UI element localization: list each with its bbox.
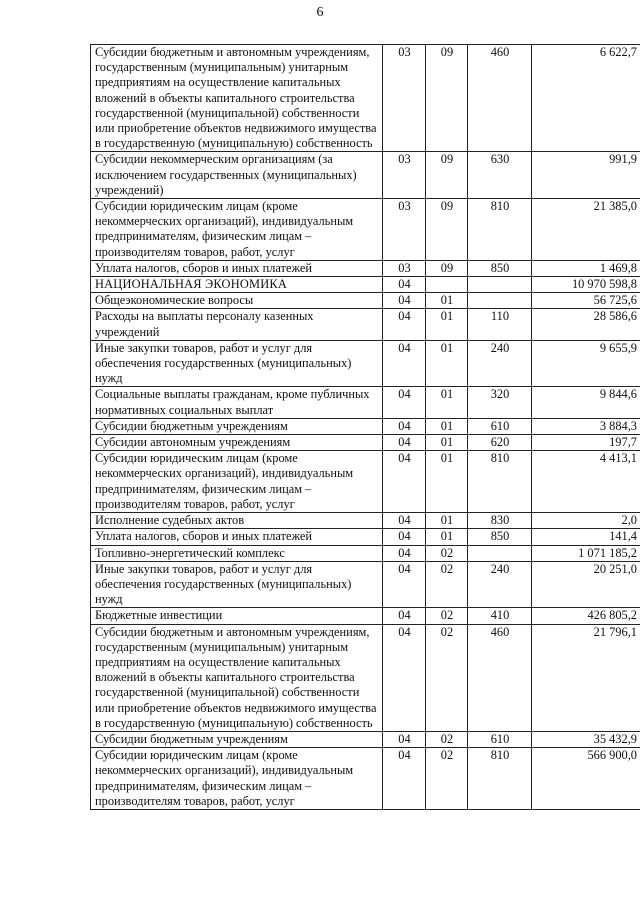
row-name-cell: НАЦИОНАЛЬНАЯ ЭКОНОМИКА [91,277,383,293]
row-subsection-code-cell: 01 [426,513,468,529]
row-name-cell: Бюджетные инвестиции [91,608,383,624]
row-expense-type-cell: 810 [468,451,532,513]
row-subsection-code-cell: 01 [426,309,468,340]
row-name-cell: Социальные выплаты гражданам, кроме публичных нормативных социальных выплат [91,387,383,418]
row-section-code-cell: 04 [383,748,426,810]
row-name-cell: Субсидии бюджетным и автономным учреждениям, государственным (муниципальным) унитарным предприятиям на осуществление капитальных вложений в объекты капитального строительства государственной (муниципальной) собственности или приобретение объектов недвижимого имущества в государственную (муниципальную) собственность [91,624,383,731]
row-subsection-code-cell: 09 [426,199,468,261]
table-row [91,451,640,513]
row-amount-cell: 2,0 [532,513,640,529]
row-amount-cell: 426 805,2 [532,608,640,624]
row-amount-cell: 20 251,0 [532,561,640,608]
row-expense-type-cell: 810 [468,199,532,261]
row-name-cell: Субсидии бюджетным учреждениям [91,418,383,434]
row-section-code-cell: 03 [383,260,426,276]
row-subsection-code-cell: 02 [426,731,468,747]
row-amount-cell: 991,9 [532,152,640,199]
row-expense-type-cell [468,277,532,293]
row-subsection-code-cell: 02 [426,748,468,810]
row-name-cell: Уплата налогов, сборов и иных платежей [91,260,383,276]
row-amount-cell: 9 844,6 [532,387,640,418]
row-expense-type-cell [468,293,532,309]
row-section-code-cell: 03 [383,45,426,152]
table-row [91,624,640,731]
table-row [91,418,640,434]
row-section-code-cell: 04 [383,451,426,513]
row-section-code-cell: 04 [383,561,426,608]
row-section-code-cell: 04 [383,293,426,309]
row-amount-cell: 141,4 [532,529,640,545]
row-subsection-code-cell: 01 [426,529,468,545]
row-expense-type-cell: 320 [468,387,532,418]
row-amount-cell: 566 900,0 [532,748,640,810]
table-row [91,199,640,261]
table-row [91,513,640,529]
row-name-cell: Субсидии бюджетным учреждениям [91,731,383,747]
row-subsection-code-cell: 02 [426,624,468,731]
row-section-code-cell: 04 [383,309,426,340]
row-amount-cell: 3 884,3 [532,418,640,434]
row-subsection-code-cell: 09 [426,45,468,152]
row-section-code-cell: 03 [383,152,426,199]
row-subsection-code-cell: 09 [426,260,468,276]
row-section-code-cell: 03 [383,199,426,261]
row-amount-cell: 56 725,6 [532,293,640,309]
row-subsection-code-cell [426,277,468,293]
row-amount-cell: 10 970 598,8 [532,277,640,293]
row-expense-type-cell: 110 [468,309,532,340]
table-row [91,340,640,387]
row-subsection-code-cell: 01 [426,293,468,309]
row-subsection-code-cell: 02 [426,608,468,624]
row-name-cell: Субсидии бюджетным и автономным учреждениям, государственным (муниципальным) унитарным предприятиям на осуществление капитальных вложений в объекты капитального строительства государственной (муниципальной) собственности или приобретение объектов недвижимого имущества в государственную (муниципальную) собственность [91,45,383,152]
row-name-cell: Расходы на выплаты персоналу казенных учреждений [91,309,383,340]
row-amount-cell: 21 385,0 [532,199,640,261]
table-row [91,748,640,810]
table-row [91,152,640,199]
row-name-cell: Исполнение судебных актов [91,513,383,529]
table-row [91,387,640,418]
budget-table [90,44,640,810]
table-row [91,545,640,561]
row-section-code-cell: 04 [383,418,426,434]
row-amount-cell: 28 586,6 [532,309,640,340]
row-expense-type-cell: 460 [468,624,532,731]
row-section-code-cell: 04 [383,277,426,293]
row-amount-cell: 1 071 185,2 [532,545,640,561]
row-subsection-code-cell: 01 [426,387,468,418]
row-expense-type-cell: 850 [468,260,532,276]
row-name-cell: Субсидии юридическим лицам (кроме некоммерческих организаций), индивидуальным предпринимателям, физическим лицам – производителям товаров, работ, услуг [91,199,383,261]
table-row [91,561,640,608]
row-expense-type-cell: 830 [468,513,532,529]
row-section-code-cell: 04 [383,513,426,529]
row-expense-type-cell: 850 [468,529,532,545]
row-subsection-code-cell: 09 [426,152,468,199]
row-section-code-cell: 04 [383,624,426,731]
row-section-code-cell: 04 [383,340,426,387]
row-name-cell: Субсидии юридическим лицам (кроме некоммерческих организаций), индивидуальным предпринимателям, физическим лицам – производителям товаров, работ, услуг [91,748,383,810]
row-name-cell: Иные закупки товаров, работ и услуг для обеспечения государственных (муниципальных) нужд [91,561,383,608]
row-subsection-code-cell: 02 [426,545,468,561]
row-section-code-cell: 04 [383,435,426,451]
row-subsection-code-cell: 02 [426,561,468,608]
row-name-cell: Общеэкономические вопросы [91,293,383,309]
table-row [91,260,640,276]
row-expense-type-cell: 240 [468,340,532,387]
row-name-cell: Иные закупки товаров, работ и услуг для обеспечения государственных (муниципальных) нужд [91,340,383,387]
table-row [91,293,640,309]
table-row [91,277,640,293]
row-name-cell: Топливно-энергетический комплекс [91,545,383,561]
row-section-code-cell: 04 [383,545,426,561]
row-subsection-code-cell: 01 [426,451,468,513]
row-section-code-cell: 04 [383,731,426,747]
row-name-cell: Уплата налогов, сборов и иных платежей [91,529,383,545]
row-expense-type-cell: 810 [468,748,532,810]
row-amount-cell: 21 796,1 [532,624,640,731]
page-number: 6 [316,5,324,20]
row-name-cell: Субсидии некоммерческим организациям (за исключением государственных (муниципальных) учреждений) [91,152,383,199]
row-expense-type-cell: 610 [468,418,532,434]
row-name-cell: Субсидии юридическим лицам (кроме некоммерческих организаций), индивидуальным предпринимателям, физическим лицам – производителям товаров, работ, услуг [91,451,383,513]
table-row [91,45,640,152]
row-expense-type-cell: 610 [468,731,532,747]
row-amount-cell: 9 655,9 [532,340,640,387]
row-expense-type-cell: 620 [468,435,532,451]
row-amount-cell: 4 413,1 [532,451,640,513]
row-amount-cell: 35 432,9 [532,731,640,747]
table-row [91,529,640,545]
row-section-code-cell: 04 [383,529,426,545]
row-expense-type-cell [468,545,532,561]
row-subsection-code-cell: 01 [426,418,468,434]
row-expense-type-cell: 410 [468,608,532,624]
budget-table-body [91,45,640,810]
row-amount-cell: 197,7 [532,435,640,451]
row-subsection-code-cell: 01 [426,340,468,387]
row-expense-type-cell: 240 [468,561,532,608]
table-row [91,608,640,624]
row-expense-type-cell: 630 [468,152,532,199]
row-amount-cell: 6 622,7 [532,45,640,152]
table-row [91,731,640,747]
row-section-code-cell: 04 [383,387,426,418]
row-section-code-cell: 04 [383,608,426,624]
row-expense-type-cell: 460 [468,45,532,152]
table-row [91,309,640,340]
row-subsection-code-cell: 01 [426,435,468,451]
row-name-cell: Субсидии автономным учреждениям [91,435,383,451]
table-row [91,435,640,451]
row-amount-cell: 1 469,8 [532,260,640,276]
